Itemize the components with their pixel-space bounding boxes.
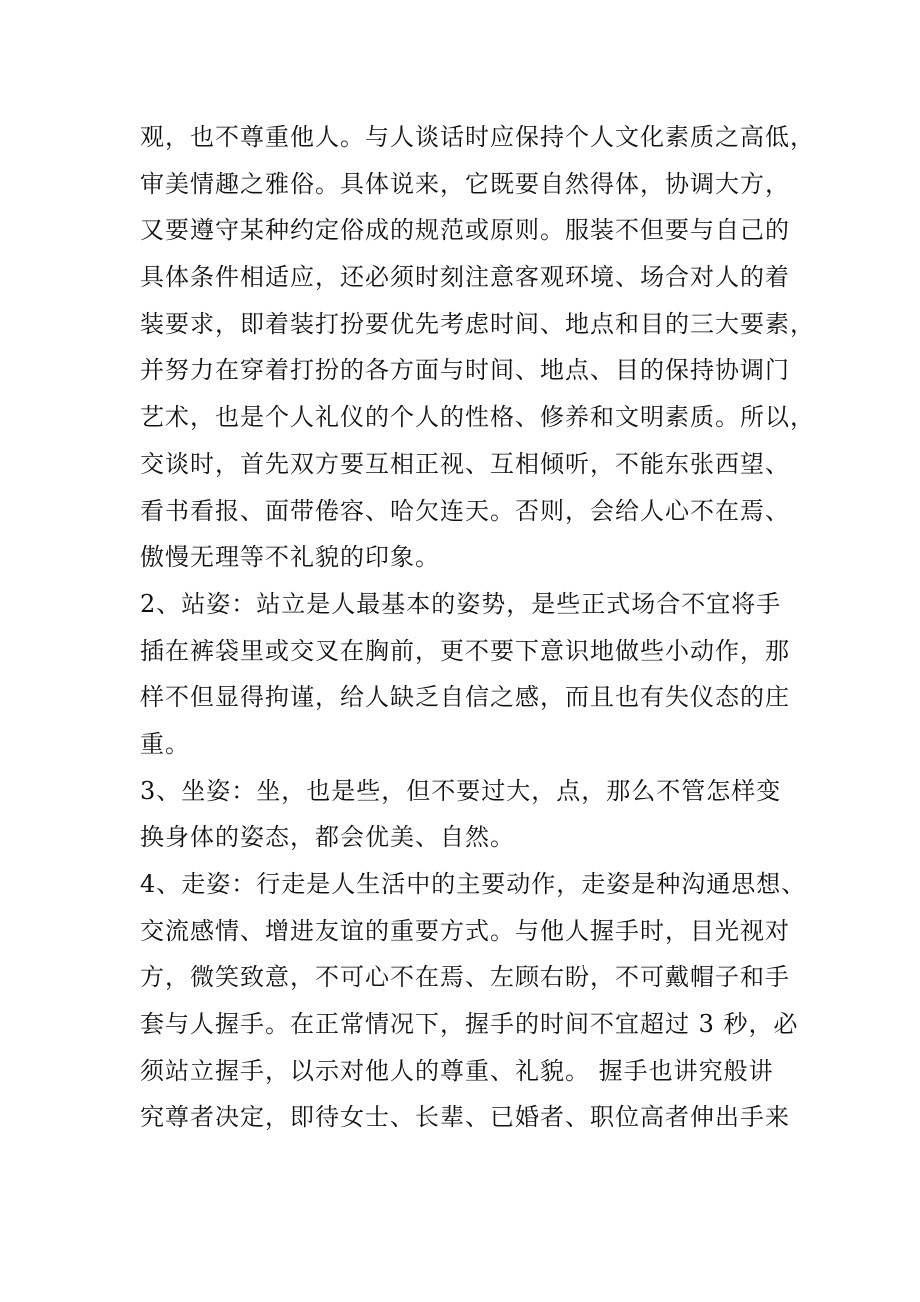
text-line: 看书看报、面带倦容、哈欠连天。否则，会给人心不在焉、 [140, 496, 790, 525]
text-line: 审美情趣之雅俗。具体说来，它既要自然得体，协调大方， [140, 169, 790, 198]
text-line: 插在裤袋里或交叉在胸前，更不要下意识地做些小动作，那 [140, 636, 790, 665]
text-line: 具体条件相适应，还必须时刻注意客观环境、场合对人的着 [140, 263, 790, 292]
text-line: 交流感情、增进友谊的重要方式。与他人握手时，目光视对 [140, 916, 790, 945]
text-line: 样不但显得拘谨，给人缺乏自信之感，而且也有失仪态的庄 [140, 683, 790, 712]
text-line: 方，微笑致意，不可心不在焉、左顾右盼，不可戴帽子和手 [140, 963, 790, 992]
text-line: 并努力在穿着打扮的各方面与时间、地点、目的保持协调门 [140, 356, 790, 385]
body-text [140, 114, 820, 1141]
text-line: 套与人握手。在正常情况下，握手的时间不宜超过 3 秒，必 [140, 1010, 799, 1039]
text-line: 重。 [140, 729, 190, 758]
text-line: 交谈时，首先双方要互相正视、互相倾听，不能东张西望、 [140, 449, 790, 478]
text-line: 3、坐姿：坐，也是些，但不要过大，点，那么不管怎样变 [140, 776, 782, 805]
text-line: 4、走姿：行走是人生活中的主要动作，走姿是种沟通思想、 [140, 870, 807, 898]
text-line: 又要遵守某种约定俗成的规范或原则。服装不但要与自己的 [140, 216, 790, 245]
text-line: 须站立握手，以示对他人的尊重、礼貌。 握手也讲究般讲 [140, 1056, 774, 1085]
text-line: 2、站姿：站立是人最基本的姿势，是些正式场合不宜将手 [140, 589, 782, 618]
text-line: 装要求，即着装打扮要优先考虑时间、地点和目的三大要素， [140, 309, 815, 338]
text-line: 傲慢无理等不礼貌的印象。 [140, 543, 440, 572]
text-line: 观，也不尊重他人。与人谈话时应保持个人文化素质之高低， [140, 123, 815, 151]
text-line: 换身体的姿态，都会优美、自然。 [140, 823, 515, 852]
text-line: 艺术，也是个人礼仪的个人的性格、修养和文明素质。所以， [140, 403, 815, 432]
text-line: 究尊者决定，即待女士、长辈、已婚者、职位高者伸出手来 [140, 1103, 790, 1132]
